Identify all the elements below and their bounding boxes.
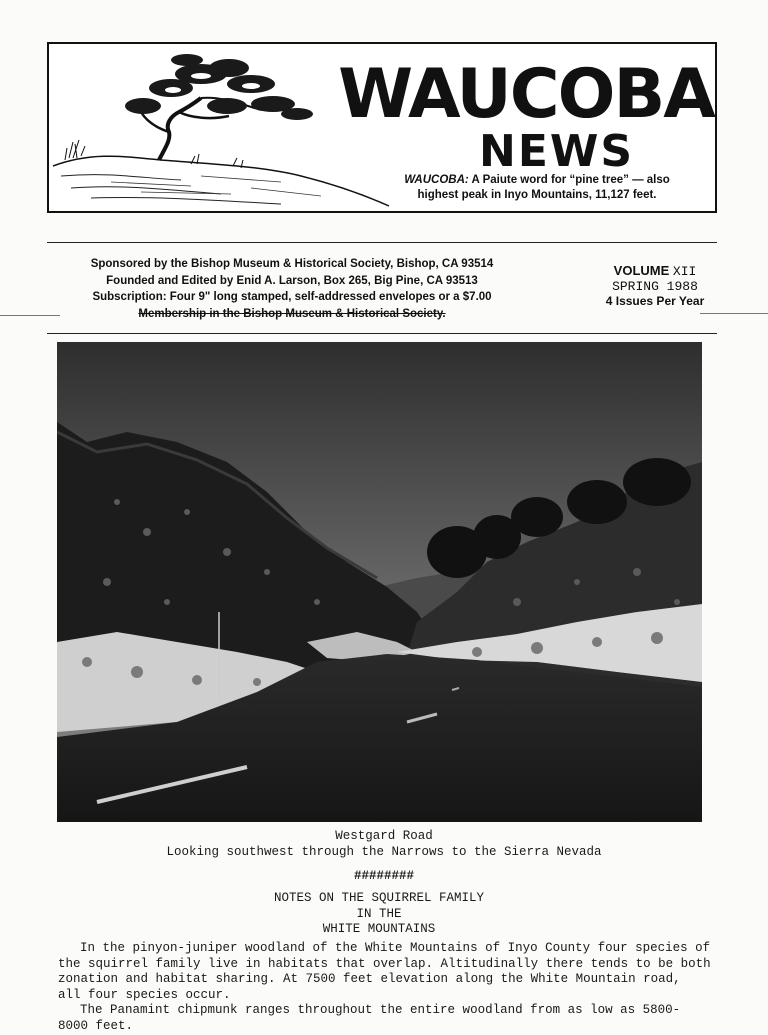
- article-title-line-3: WHITE MOUNTAINS: [322, 922, 436, 937]
- article-title-line-1: NOTES ON THE SQUIRREL FAMILY: [273, 891, 485, 905]
- sponsor-line-2: Founded and Edited by Enid A. Larson, Box 265, Big Pine, CA 93513: [106, 274, 478, 287]
- rule-bottom: [47, 333, 717, 334]
- volume-number: XII: [672, 264, 697, 279]
- sponsor-line-3: Subscription: Four 9" long stamped, self-addressed envelopes or a $7.00: [92, 291, 492, 303]
- photo-caption: [0, 829, 768, 860]
- caption-text: Looking southwest through the Narrows to the Sierra Nevada: [166, 844, 602, 859]
- westgard-road-photo: [57, 342, 702, 822]
- tagline-name: WAUCOBA:: [404, 174, 469, 186]
- paragraph-line: the squirrel family live in habitats that overlap. Altitudinally there tends to be both: [58, 956, 711, 971]
- paragraph-line: The Panamint chipmunk ranges throughout the entire woodland from as low as 5800-: [80, 1003, 681, 1018]
- scan-mark: [700, 313, 768, 314]
- masthead-tagline: [367, 173, 707, 203]
- tagline-line2: highest peak in Inyo Mountains, 11,127 feet.: [417, 189, 657, 201]
- article-title: [0, 891, 758, 938]
- article-title-line-2: IN THE: [356, 906, 402, 921]
- sponsor-line-4: Membership in the Bishop Museum & Historical Society.: [138, 307, 446, 320]
- sponsor-block: [52, 256, 532, 322]
- caption-title: Westgard Road: [335, 829, 433, 843]
- volume-block: [575, 263, 735, 309]
- article-body: [58, 941, 738, 1035]
- cover-photo: [57, 342, 702, 822]
- masthead-box: [47, 42, 717, 213]
- paragraph-line: zonation and habitat sharing. At 7500 feet elevation along the White Mountain road,: [58, 972, 681, 987]
- issue-season: SPRING 1988: [612, 279, 698, 294]
- issue-frequency: 4 Issues Per Year: [605, 294, 705, 308]
- sponsor-line-1: Sponsored by the Bishop Museum & Historical Society, Bishop, CA 93514: [90, 258, 494, 270]
- tagline-text: A Paiute word for “pine tree” — also: [471, 174, 670, 186]
- paragraph-line: 8000 feet.: [58, 1018, 134, 1033]
- paragraph-line: In the pinyon-juniper woodland of the White Mountains of Inyo County four species of: [80, 941, 711, 955]
- paragraph-line: all four species occur.: [58, 987, 231, 1002]
- logo-news: NEWS: [479, 126, 635, 177]
- section-separator: ########: [353, 869, 414, 883]
- volume-label: VOLUME: [613, 263, 670, 278]
- rule-top: [47, 242, 717, 243]
- scan-mark: [0, 315, 60, 316]
- logo-waucoba: WAUCOBA: [338, 55, 714, 134]
